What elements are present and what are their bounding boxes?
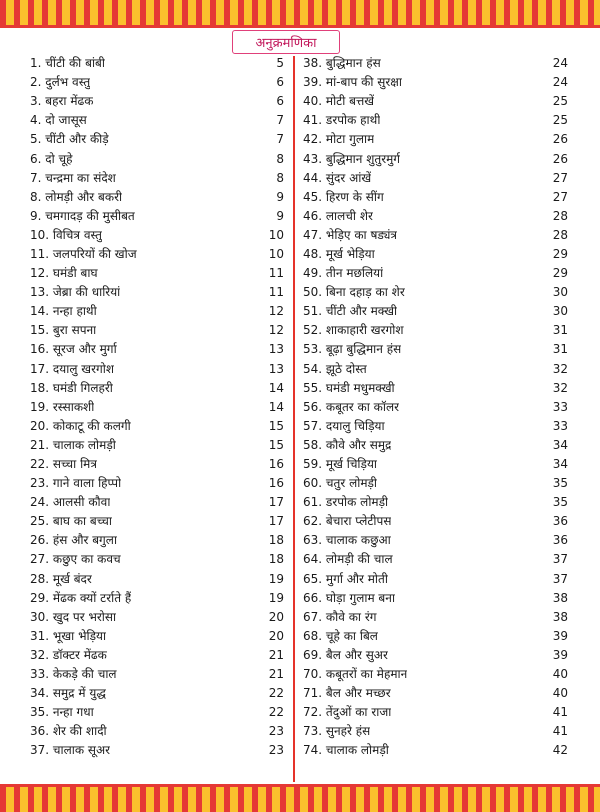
toc-entry bbox=[303, 54, 568, 73]
toc-entry-title: 55. घमंडी मधुमक्खी bbox=[303, 380, 395, 395]
toc-entry-page-number: 23 bbox=[268, 743, 284, 758]
toc-entry-page-number: 21 bbox=[268, 667, 284, 682]
toc-entry-title: 33. केकड़े की चाल bbox=[30, 667, 117, 682]
toc-entry-page-number: 18 bbox=[268, 552, 284, 567]
toc-entry bbox=[30, 398, 284, 417]
toc-entry bbox=[303, 570, 568, 589]
toc-entry-title: 60. चतुर लोमड़ी bbox=[303, 476, 378, 491]
toc-entry-page-number: 32 bbox=[552, 361, 568, 376]
toc-entry-page-number: 24 bbox=[552, 56, 568, 71]
page-title-text: अनुक्रमणिका bbox=[255, 36, 317, 51]
toc-entry bbox=[303, 512, 568, 531]
toc-entry-title: 56. कबूतर का कॉलर bbox=[303, 399, 400, 414]
toc-entry-page-number: 25 bbox=[552, 94, 568, 109]
toc-entry-title: 68. चूहे का बिल bbox=[303, 628, 378, 643]
toc-entry-page-number: 38 bbox=[552, 590, 568, 605]
toc-entry bbox=[30, 264, 284, 283]
toc-entry-page-number: 14 bbox=[268, 399, 284, 414]
toc-entry bbox=[30, 550, 284, 569]
toc-entry bbox=[303, 283, 568, 302]
toc-entry bbox=[303, 302, 568, 321]
toc-entry-title: 22. सच्चा मित्र bbox=[30, 457, 97, 472]
toc-entry-page-number: 9 bbox=[276, 208, 284, 223]
toc-entry-title: 65. मुर्गा और मोती bbox=[303, 571, 388, 586]
toc-entry-title: 66. घोड़ा गुलाम बना bbox=[303, 590, 396, 605]
toc-entry-title: 16. सूरज और मुर्गा bbox=[30, 342, 117, 357]
toc-entry-title: 9. चमगादड़ की मुसीबत bbox=[30, 208, 135, 223]
toc-entry bbox=[30, 130, 284, 149]
toc-entry-title: 11. जलपरियों की खोज bbox=[30, 246, 137, 261]
toc-entry-title: 7. चन्द्रमा का संदेश bbox=[30, 170, 116, 185]
toc-entry-title: 37. चालाक सूअर bbox=[30, 743, 111, 758]
toc-entry-page-number: 27 bbox=[552, 189, 568, 204]
toc-entry-page-number: 29 bbox=[552, 266, 568, 281]
toc-entry bbox=[303, 531, 568, 550]
toc-entry-page-number: 35 bbox=[552, 476, 568, 491]
toc-entry-title: 51. चींटी और मक्खी bbox=[303, 304, 398, 319]
toc-entry-page-number: 15 bbox=[268, 418, 284, 433]
toc-entry-title: 23. गाने वाला हिप्पो bbox=[30, 476, 122, 491]
toc-entry-page-number: 31 bbox=[552, 342, 568, 357]
toc-entry-page-number: 26 bbox=[552, 151, 568, 166]
toc-entry bbox=[30, 188, 284, 207]
toc-entry bbox=[30, 722, 284, 741]
toc-entry-page-number: 10 bbox=[268, 227, 284, 242]
toc-entry-page-number: 37 bbox=[552, 571, 568, 586]
toc-entry-title: 26. हंस और बगुला bbox=[30, 533, 118, 548]
toc-entry bbox=[303, 550, 568, 569]
toc-entry-page-number: 17 bbox=[268, 514, 284, 529]
toc-entry-title: 58. कौवे और समुद्र bbox=[303, 437, 392, 452]
toc-entry-title: 62. बेचारा प्लेटीपस bbox=[303, 514, 392, 529]
toc-entry-title: 47. भेड़िए का षड्यंत्र bbox=[303, 227, 398, 242]
toc-entry-page-number: 17 bbox=[268, 495, 284, 510]
toc-entry bbox=[30, 589, 284, 608]
toc-entry-page-number: 13 bbox=[268, 361, 284, 376]
toc-entry-page-number: 34 bbox=[552, 457, 568, 472]
toc-entry-title: 27. कछुए का कवच bbox=[30, 552, 121, 567]
toc-entry-page-number: 7 bbox=[276, 132, 284, 147]
toc-entry bbox=[303, 149, 568, 168]
toc-entry-page-number: 20 bbox=[268, 628, 284, 643]
toc-entry-page-number: 7 bbox=[276, 113, 284, 128]
toc-entry-title: 8. लोमड़ी और बकरी bbox=[30, 189, 123, 204]
toc-entry-title: 1. चींटी की बांबी bbox=[30, 56, 106, 71]
toc-entry bbox=[303, 340, 568, 359]
toc-entry bbox=[30, 741, 284, 760]
toc-entry bbox=[30, 111, 284, 130]
toc-entry-page-number: 40 bbox=[552, 667, 568, 682]
toc-entry-title: 19. रस्साकशी bbox=[30, 399, 95, 414]
toc-entry bbox=[303, 188, 568, 207]
toc-entry-title: 20. कोकाटू की कलगी bbox=[30, 418, 131, 433]
toc-entry-title: 61. डरपोक लोमड़ी bbox=[303, 495, 389, 510]
toc-entry bbox=[30, 302, 284, 321]
toc-entry-title: 31. भूखा भेड़िया bbox=[30, 628, 107, 643]
toc-entry-page-number: 8 bbox=[276, 170, 284, 185]
toc-entry bbox=[303, 741, 568, 760]
toc-entry-title: 36. शेर की शादी bbox=[30, 724, 107, 739]
toc-entry-title: 54. झूठे दोस्त bbox=[303, 361, 367, 376]
toc-entry-title: 15. बुरा सपना bbox=[30, 323, 97, 338]
toc-entry-title: 71. बैल और मच्छर bbox=[303, 686, 391, 701]
toc-entry bbox=[303, 226, 568, 245]
toc-entry-title: 53. बूढ़ा बुद्धिमान हंस bbox=[303, 342, 402, 357]
toc-entry-title: 64. लोमड़ी की चाल bbox=[303, 552, 393, 567]
toc-entry-title: 49. तीन मछलियां bbox=[303, 266, 384, 281]
toc-entry bbox=[30, 245, 284, 264]
toc-entry-page-number: 12 bbox=[268, 304, 284, 319]
toc-entry-title: 70. कबूतरों का मेहमान bbox=[303, 667, 408, 682]
toc-entry bbox=[30, 684, 284, 703]
toc-entry bbox=[303, 398, 568, 417]
toc-entry-page-number: 14 bbox=[268, 380, 284, 395]
toc-entry-page-number: 13 bbox=[268, 342, 284, 357]
toc-entry bbox=[30, 169, 284, 188]
toc-entry bbox=[303, 360, 568, 379]
toc-entry-page-number: 19 bbox=[268, 590, 284, 605]
toc-entry-page-number: 41 bbox=[552, 705, 568, 720]
toc-entry bbox=[303, 73, 568, 92]
toc-entry-page-number: 28 bbox=[552, 227, 568, 242]
toc-entry-page-number: 11 bbox=[268, 266, 284, 281]
decorative-top-border bbox=[0, 0, 600, 28]
toc-entry bbox=[30, 646, 284, 665]
toc-entry bbox=[303, 474, 568, 493]
toc-entry bbox=[303, 589, 568, 608]
toc-entry-page-number: 28 bbox=[552, 208, 568, 223]
toc-entry bbox=[303, 722, 568, 741]
toc-entry-page-number: 24 bbox=[552, 75, 568, 90]
toc-entry bbox=[30, 360, 284, 379]
toc-entry bbox=[303, 436, 568, 455]
toc-entry-page-number: 21 bbox=[268, 647, 284, 662]
toc-entry bbox=[30, 417, 284, 436]
toc-entry bbox=[303, 646, 568, 665]
toc-entry-title: 29. मेंढक क्यों टर्राते हैं bbox=[30, 590, 132, 605]
toc-entry-page-number: 33 bbox=[552, 418, 568, 433]
toc-entry bbox=[30, 207, 284, 226]
toc-entry-title: 43. बुद्धिमान शुतुरमुर्ग bbox=[303, 151, 401, 166]
toc-entry bbox=[30, 474, 284, 493]
toc-entry-title: 41. डरपोक हाथी bbox=[303, 113, 381, 128]
toc-entry-page-number: 15 bbox=[268, 437, 284, 452]
column-divider bbox=[293, 56, 295, 782]
toc-entry-title: 57. दयालु चिड़िया bbox=[303, 418, 385, 433]
toc-entry bbox=[303, 493, 568, 512]
toc-entry bbox=[30, 703, 284, 722]
toc-entry-title: 28. मूर्ख बंदर bbox=[30, 571, 92, 586]
toc-entry-page-number: 25 bbox=[552, 113, 568, 128]
toc-entry bbox=[30, 570, 284, 589]
toc-entry-page-number: 30 bbox=[552, 304, 568, 319]
toc-entry-page-number: 29 bbox=[552, 246, 568, 261]
toc-entry bbox=[30, 92, 284, 111]
toc-right-column bbox=[303, 54, 568, 760]
toc-entry bbox=[30, 149, 284, 168]
toc-entry bbox=[30, 54, 284, 73]
toc-left-column bbox=[30, 54, 284, 760]
toc-entry bbox=[30, 608, 284, 627]
toc-entry-title: 73. सुनहरे हंस bbox=[303, 724, 371, 739]
toc-entry-title: 63. चालाक कछुआ bbox=[303, 533, 391, 548]
toc-entry-page-number: 41 bbox=[552, 724, 568, 739]
toc-entry-page-number: 37 bbox=[552, 552, 568, 567]
toc-entry-page-number: 10 bbox=[268, 246, 284, 261]
toc-entry-title: 40. मोटी बत्तखें bbox=[303, 94, 375, 109]
toc-entry-title: 18. घमंडी गिलहरी bbox=[30, 380, 113, 395]
toc-entry-page-number: 5 bbox=[276, 56, 284, 71]
decorative-bottom-border bbox=[0, 784, 600, 812]
toc-entry-title: 10. विचित्र वस्तु bbox=[30, 227, 103, 242]
toc-entry bbox=[303, 169, 568, 188]
toc-entry bbox=[303, 321, 568, 340]
toc-entry bbox=[30, 340, 284, 359]
toc-entry bbox=[303, 417, 568, 436]
toc-entry-page-number: 39 bbox=[552, 628, 568, 643]
toc-entry-title: 6. दो चूहे bbox=[30, 151, 73, 166]
toc-entry-page-number: 6 bbox=[276, 94, 284, 109]
toc-entry bbox=[30, 321, 284, 340]
toc-entry bbox=[303, 130, 568, 149]
toc-entry-title: 12. घमंडी बाघ bbox=[30, 266, 98, 281]
toc-entry bbox=[30, 436, 284, 455]
toc-entry bbox=[30, 627, 284, 646]
toc-entry bbox=[303, 455, 568, 474]
toc-entry-title: 2. दुर्लभ वस्तु bbox=[30, 75, 91, 90]
toc-entry-page-number: 22 bbox=[268, 686, 284, 701]
toc-entry bbox=[303, 92, 568, 111]
toc-entry-title: 74. चालाक लोमड़ी bbox=[303, 743, 389, 758]
toc-entry bbox=[30, 226, 284, 245]
toc-entry bbox=[30, 665, 284, 684]
toc-entry-title: 72. तेंदुओं का राजा bbox=[303, 705, 392, 720]
toc-entry-page-number: 27 bbox=[552, 170, 568, 185]
toc-entry-title: 52. शाकाहारी खरगोश bbox=[303, 323, 404, 338]
toc-entry-page-number: 32 bbox=[552, 380, 568, 395]
toc-entry-page-number: 26 bbox=[552, 132, 568, 147]
toc-entry bbox=[303, 627, 568, 646]
toc-entry-page-number: 34 bbox=[552, 437, 568, 452]
toc-entry-page-number: 11 bbox=[268, 285, 284, 300]
toc-entry-title: 50. बिना दहाड़ का शेर bbox=[303, 285, 405, 300]
toc-entry-title: 24. आलसी कौवा bbox=[30, 495, 111, 510]
toc-entry-title: 69. बैल और सुअर bbox=[303, 647, 388, 662]
toc-entry bbox=[30, 379, 284, 398]
toc-entry bbox=[303, 111, 568, 130]
toc-entry-title: 5. चींटी और कीड़े bbox=[30, 132, 109, 147]
toc-entry-title: 32. डॉक्टर मेंढक bbox=[30, 647, 107, 662]
toc-entry-page-number: 12 bbox=[268, 323, 284, 338]
toc-entry-title: 46. लालची शेर bbox=[303, 208, 373, 223]
toc-entry bbox=[303, 207, 568, 226]
toc-entry bbox=[303, 379, 568, 398]
toc-entry-title: 45. हिरण के सींग bbox=[303, 189, 384, 204]
toc-entry-page-number: 9 bbox=[276, 189, 284, 204]
toc-entry-page-number: 35 bbox=[552, 495, 568, 510]
toc-entry-page-number: 20 bbox=[268, 609, 284, 624]
toc-entry-title: 44. सुंदर आंखें bbox=[303, 170, 372, 185]
toc-entry-title: 34. समुद्र में युद्ध bbox=[30, 686, 106, 701]
toc-entry-page-number: 31 bbox=[552, 323, 568, 338]
toc-entry-page-number: 23 bbox=[268, 724, 284, 739]
toc-entry bbox=[303, 264, 568, 283]
toc-entry-title: 59. मूर्ख चिड़िया bbox=[303, 457, 378, 472]
toc-entry-page-number: 36 bbox=[552, 514, 568, 529]
toc-entry-title: 39. मां-बाप की सुरक्षा bbox=[303, 75, 402, 90]
toc-entry-title: 3. बहरा मेंढक bbox=[30, 94, 94, 109]
toc-entry bbox=[303, 665, 568, 684]
toc-entry bbox=[303, 608, 568, 627]
toc-entry-page-number: 6 bbox=[276, 75, 284, 90]
toc-entry bbox=[303, 245, 568, 264]
toc-entry-page-number: 16 bbox=[268, 457, 284, 472]
toc-entry bbox=[30, 493, 284, 512]
toc-entry-title: 48. मूर्ख भेड़िया bbox=[303, 246, 375, 261]
toc-entry-page-number: 40 bbox=[552, 686, 568, 701]
toc-entry-title: 14. नन्हा हाथी bbox=[30, 304, 97, 319]
page-title bbox=[232, 30, 340, 54]
toc-entry-title: 42. मोटा गुलाम bbox=[303, 132, 375, 147]
toc-entry bbox=[303, 684, 568, 703]
toc-entry bbox=[30, 73, 284, 92]
toc-entry-page-number: 22 bbox=[268, 705, 284, 720]
toc-entry-page-number: 42 bbox=[552, 743, 568, 758]
toc-entry-page-number: 33 bbox=[552, 399, 568, 414]
toc-entry bbox=[303, 703, 568, 722]
toc-entry-page-number: 16 bbox=[268, 476, 284, 491]
toc-entry bbox=[30, 531, 284, 550]
toc-entry-page-number: 18 bbox=[268, 533, 284, 548]
toc-entry-title: 67. कौवे का रंग bbox=[303, 609, 377, 624]
toc-entry-title: 38. बुद्धिमान हंस bbox=[303, 56, 381, 71]
toc-entry-title: 25. बाघ का बच्चा bbox=[30, 514, 113, 529]
toc-entry-page-number: 39 bbox=[552, 647, 568, 662]
toc-entry-page-number: 8 bbox=[276, 151, 284, 166]
toc-entry-page-number: 30 bbox=[552, 285, 568, 300]
toc-entry-title: 17. दयालु खरगोश bbox=[30, 361, 115, 376]
toc-entry-title: 13. जेब्रा की धारियां bbox=[30, 285, 121, 300]
toc-entry-title: 30. खुद पर भरोसा bbox=[30, 609, 117, 624]
toc-entry-title: 4. दो जासूस bbox=[30, 113, 87, 128]
toc-entry bbox=[30, 283, 284, 302]
toc-entry bbox=[30, 455, 284, 474]
toc-entry bbox=[30, 512, 284, 531]
toc-entry-page-number: 19 bbox=[268, 571, 284, 586]
toc-entry-page-number: 36 bbox=[552, 533, 568, 548]
toc-entry-title: 21. चालाक लोमड़ी bbox=[30, 437, 116, 452]
toc-entry-title: 35. नन्हा गधा bbox=[30, 705, 94, 720]
toc-entry-page-number: 38 bbox=[552, 609, 568, 624]
